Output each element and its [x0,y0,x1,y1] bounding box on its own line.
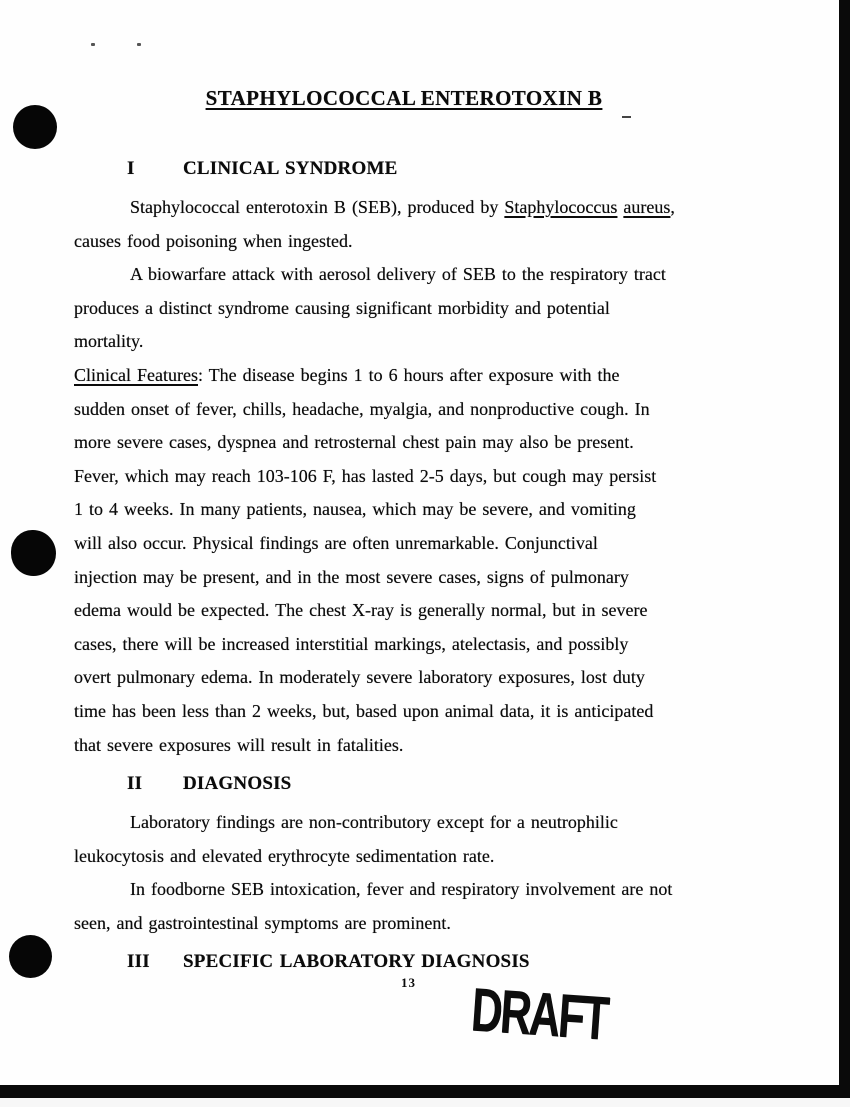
section-title: SPECIFIC LABORATORY DIAGNOSIS [183,951,530,973]
document-line: A biowarfare attack with aerosol delivery of SEB to the respiratory tract [130,264,666,285]
section-numeral: II [127,773,143,795]
document-line: seen, and gastrointestinal symptoms are prominent. [74,912,451,933]
page-number: 13 [401,975,416,990]
document-line: cases, there will be increased interstitial markings, atelectasis, and possibly [74,633,629,654]
document-line: overt pulmonary edema. In moderately severe laboratory exposures, lost duty [74,667,645,688]
underlined-text: Clinical Features [74,364,198,385]
ink-dash-mark [622,116,631,118]
section-heading [74,147,754,191]
hole-punch-mark [11,530,56,576]
document-lines [74,147,754,984]
document-line: produces a distinct syndrome causing significant morbidity and potential [74,297,610,318]
hole-punch-mark [9,935,52,978]
document-line: Fever, which may reach 103-106 F, has lasted 2-5 days, but cough may persist [74,465,657,486]
document-line: time has been less than 2 weeks, but, based upon animal data, it is anticipated [74,700,654,721]
document-line: that severe exposures will result in fatalities. [74,734,404,755]
scan-edge-bottom [0,1085,850,1098]
underlined-text: aureus [623,197,671,217]
scan-edge-below-strip [0,1098,850,1107]
section-heading [74,762,754,806]
document-line: mortality. [74,331,144,352]
section-numeral: III [127,951,150,973]
document-line: leukocytosis and elevated erythrocyte sedimentation rate. [74,845,495,866]
document-title [74,86,734,111]
document-line: edema would be expected. The chest X-ray is generally normal, but in severe [74,600,648,621]
document-line: more severe cases, dyspnea and retrosternal chest pain may also be present. [74,432,634,453]
document-line: will also occur. Physical findings are often unremarkable. Conjunctival [74,532,598,553]
document-line: 1 to 4 weeks. In many patients, nausea, which may be severe, and vomiting [74,499,636,520]
scan-edge-right [839,0,850,1098]
document-line: In foodborne SEB intoxication, fever and respiratory involvement are not [130,879,673,900]
section-title: DIAGNOSIS [183,773,292,795]
draft-stamp: DRAFT [469,975,610,1053]
document-title-text: STAPHYLOCOCCAL ENTEROTOXIN B [205,86,603,110]
section-numeral: I [127,158,135,179]
document-line: Laboratory findings are non-contributory except for a neutrophilic [130,812,618,833]
document-line: injection may be present, and in the most severe cases, signs of pulmonary [74,566,629,587]
document-line: sudden onset of fever, chills, headache, myalgia, and nonproductive cough. In [74,398,650,419]
section-title: CLINICAL SYNDROME [183,158,398,179]
ink-speck [137,43,141,46]
document-line: Clinical Features: The disease begins 1 to 6 hours after exposure with the [74,364,620,385]
document-line: Staphylococcal enterotoxin B (SEB), produced by Staphylococcus aureus, [130,197,675,217]
ink-speck [91,43,95,46]
hole-punch-mark [13,105,57,149]
document-line: causes food poisoning when ingested. [74,230,353,251]
underlined-text: Staphylococcus [504,197,618,217]
